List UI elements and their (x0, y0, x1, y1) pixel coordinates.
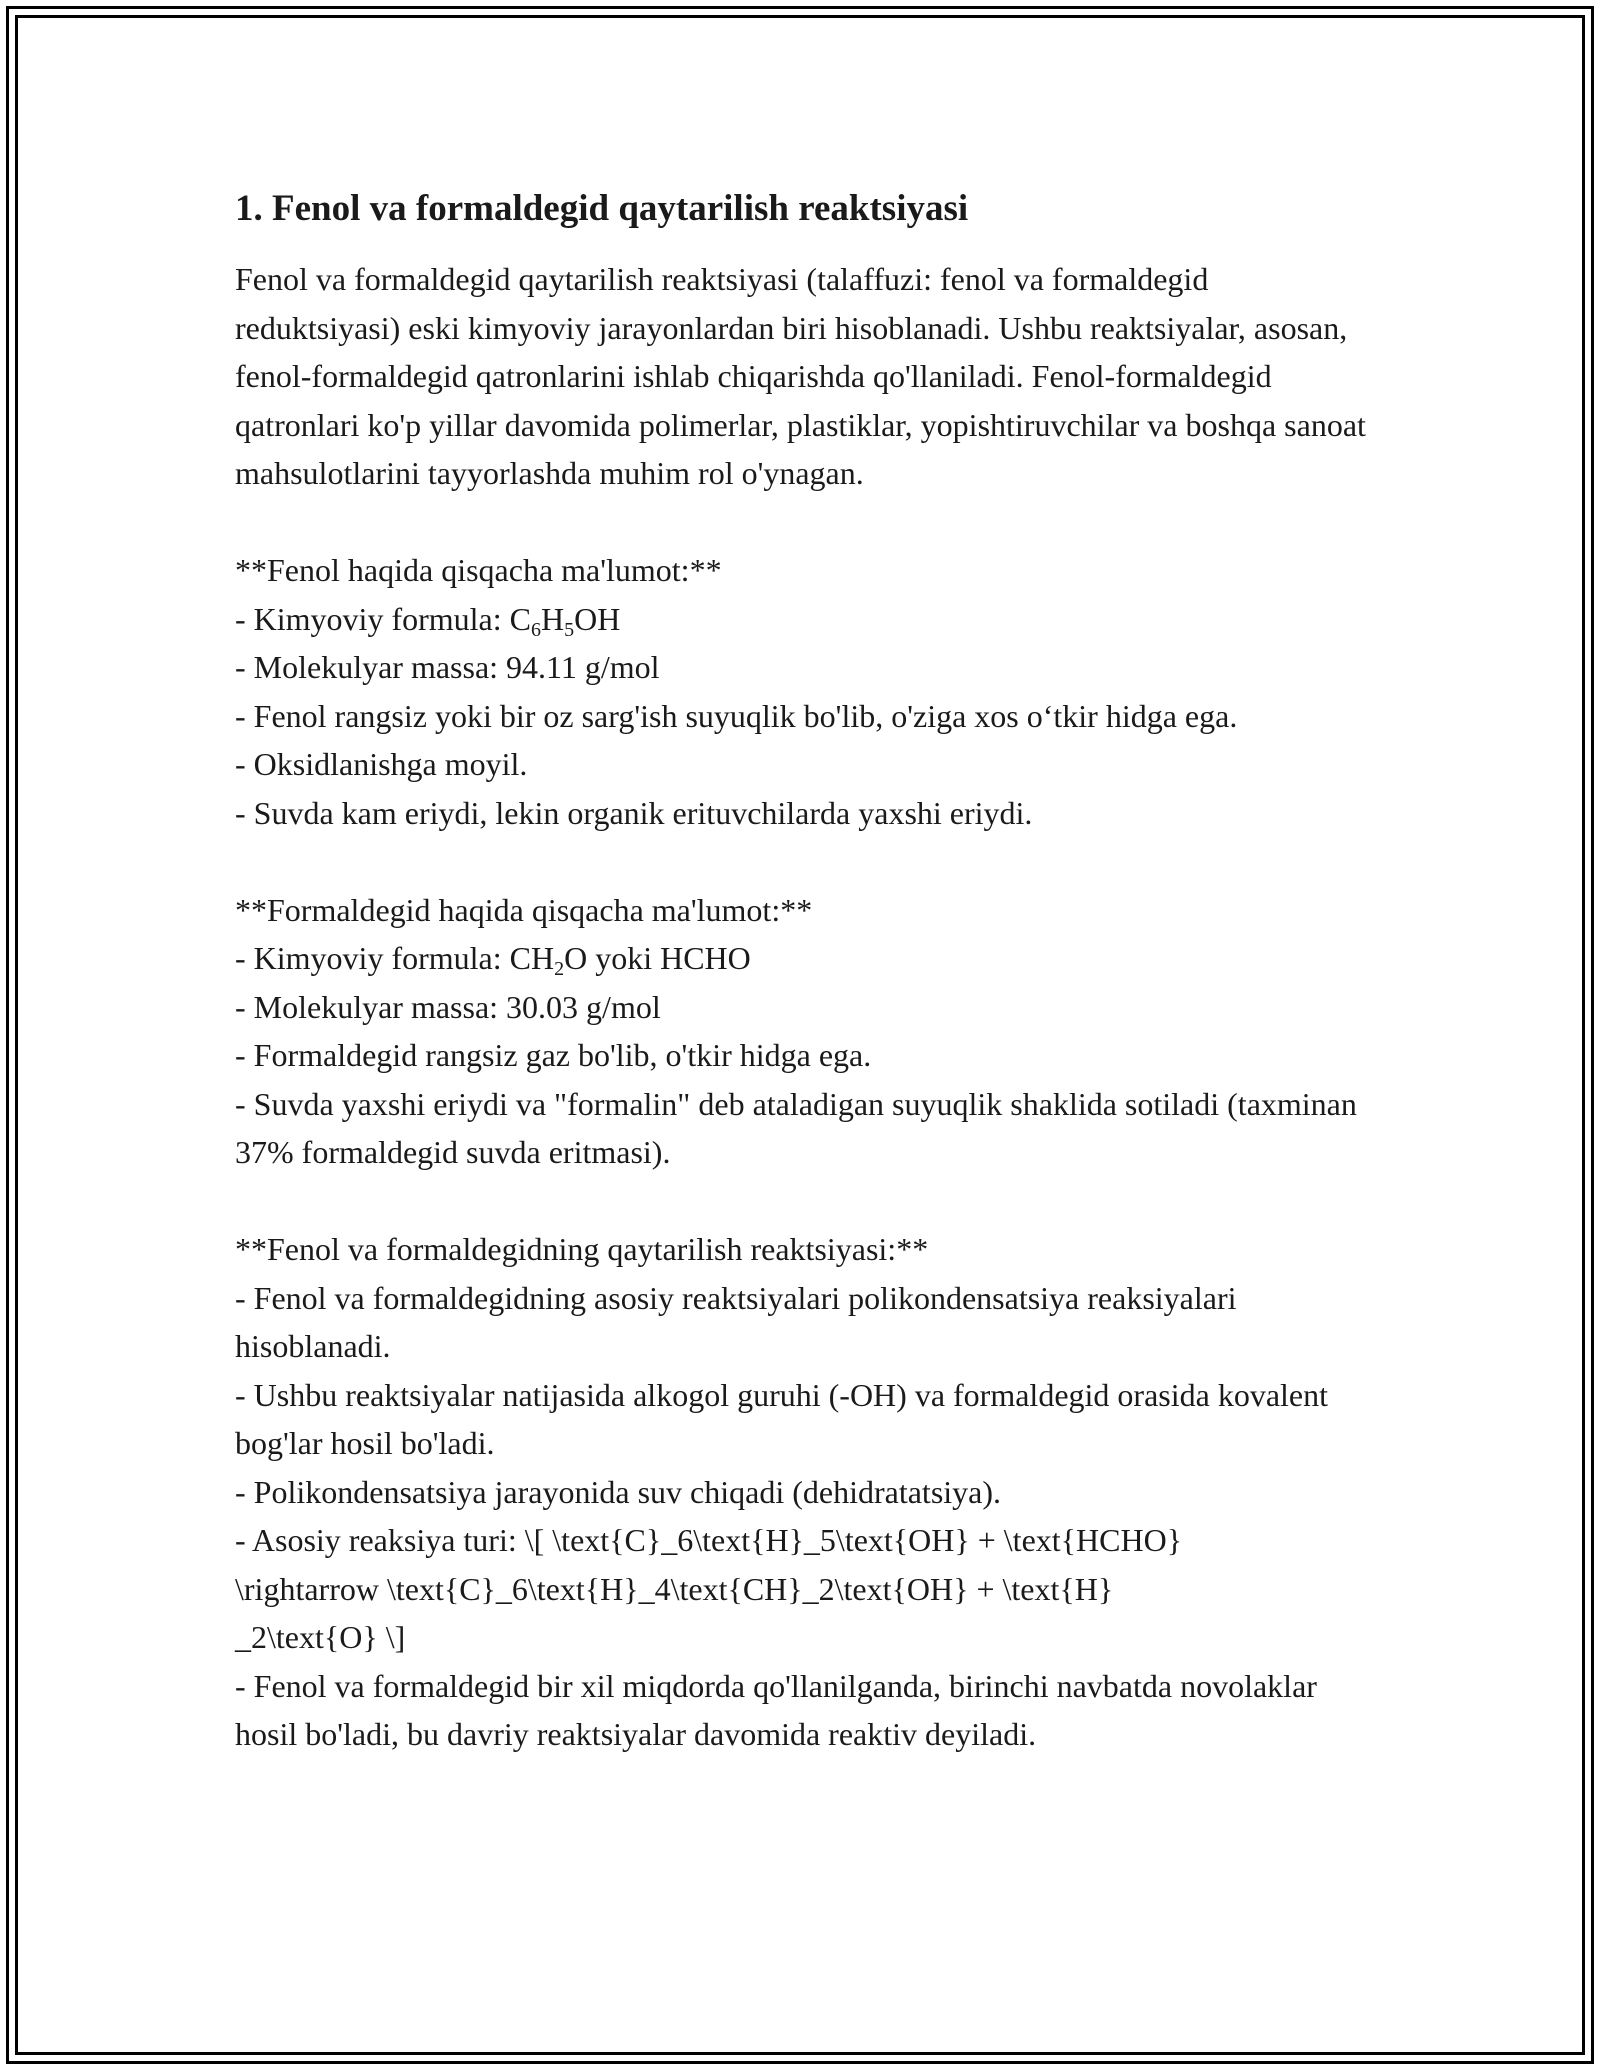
phenol-formula (235, 595, 1375, 644)
reaction-heading: **Fenol va formaldegidning qaytarilish reaktsiyasi:** (235, 1231, 929, 1267)
reaction-item: - Fenol va formaldegidning asosiy reaktsiyalari polikondensatsiya reaksiyalari hisoblanadi. (235, 1279, 1237, 1364)
phenol-formula-sub: 5 (564, 618, 575, 641)
phenol-mass: - Molekulyar massa: 94.11 g/mol (235, 649, 660, 685)
formaldehyde-mass: - Molekulyar massa: 30.03 g/mol (235, 988, 661, 1025)
phenol-heading: **Fenol haqida qisqacha ma'lumot:** (235, 552, 722, 588)
formaldehyde-solubility: - Suvda yaxshi eriydi va "formalin" deb ataladigan suyuqlik shaklida sotiladi (taxminan 37% formaldegid suvda eritmasi). (235, 1085, 1357, 1170)
spacer (235, 1177, 1375, 1226)
phenol-section (235, 546, 1375, 837)
reaction-item: - Polikondensatsiya jarayonida suv chiqadi (dehidratatsiya). (235, 1473, 1002, 1510)
formaldehyde-formula-text: - Kimyoviy formula: CH (235, 940, 555, 976)
phenol-solubility: - Suvda kam eriydi, lekin organik erituvchilarda yaxshi eriydi. (235, 794, 1033, 831)
formaldehyde-formula-text: O yoki HCHO (564, 940, 751, 976)
document-body (235, 185, 1375, 1759)
reaction-section (235, 1225, 1375, 1759)
phenol-description: - Fenol rangsiz yoki bir oz sarg'ish suyuqlik bo'lib, o'ziga xos o‘tkir hidga ega. (235, 697, 1238, 734)
reaction-item: - Ushbu reaktsiyalar natijasida alkogol guruhi (-OH) va formaldegid orasida kovalent bog'lar hosil bo'ladi. (235, 1376, 1328, 1461)
intro-paragraph: Fenol va formaldegid qaytarilish reaktsiyasi (talaffuzi: fenol va formaldegid reduktsiyasi) eski kimyoviy jarayonlardan biri hisoblanadi. Ushbu reaktsiyalar, asosan, fenol-formaldegid qatronlarini ishlab chiqarishda qo'llaniladi. Fenol-formaldegid qatronlari ko'p yillar davomida polimerlar, plastiklar, yopishtiruvchilar va boshqa sanoat mahsulotlarini tayyorlashda muhim rol o'ynagan. (235, 261, 1366, 491)
phenol-formula-text: H (540, 600, 565, 637)
reaction-equation-line: \rightarrow \text{C}_6\text{H}_4\text{CH}_2\text{OH} + \text{H} (235, 1570, 1114, 1607)
document-title: 1. Fenol va formaldegid qaytarilish reaktsiyasi (235, 188, 969, 229)
spacer (235, 498, 1375, 547)
formaldehyde-heading: **Formaldegid haqida qisqacha ma'lumot:** (235, 891, 813, 928)
phenol-formula-sub: 6 (530, 618, 541, 641)
spacer (235, 837, 1375, 886)
reaction-equation-line: - Asosiy reaksiya turi: \[ \text{C}_6\text{H}_5\text{OH} + \text{HCHO} (235, 1522, 1183, 1558)
phenol-formula-text: - Kimyoviy formula: C (235, 600, 531, 637)
phenol-formula-text: OH (574, 600, 621, 637)
formaldehyde-formula-sub: 2 (554, 958, 565, 980)
formaldehyde-description: - Formaldegid rangsiz gaz bo'lib, o'tkir hidga ega. (235, 1037, 872, 1073)
reaction-equation-line: _2\text{O} \] (235, 1619, 406, 1655)
phenol-oxidation: - Oksidlanishga moyil. (235, 746, 528, 782)
formaldehyde-formula (235, 934, 1375, 983)
reaction-item: - Fenol va formaldegid bir xil miqdorda qo'llanilganda, birinchi navbatda novolaklar hosil bo'ladi, bu davriy reaktsiyalar davomida reaktiv deyiladi. (235, 1667, 1317, 1752)
formaldehyde-section (235, 886, 1375, 1177)
